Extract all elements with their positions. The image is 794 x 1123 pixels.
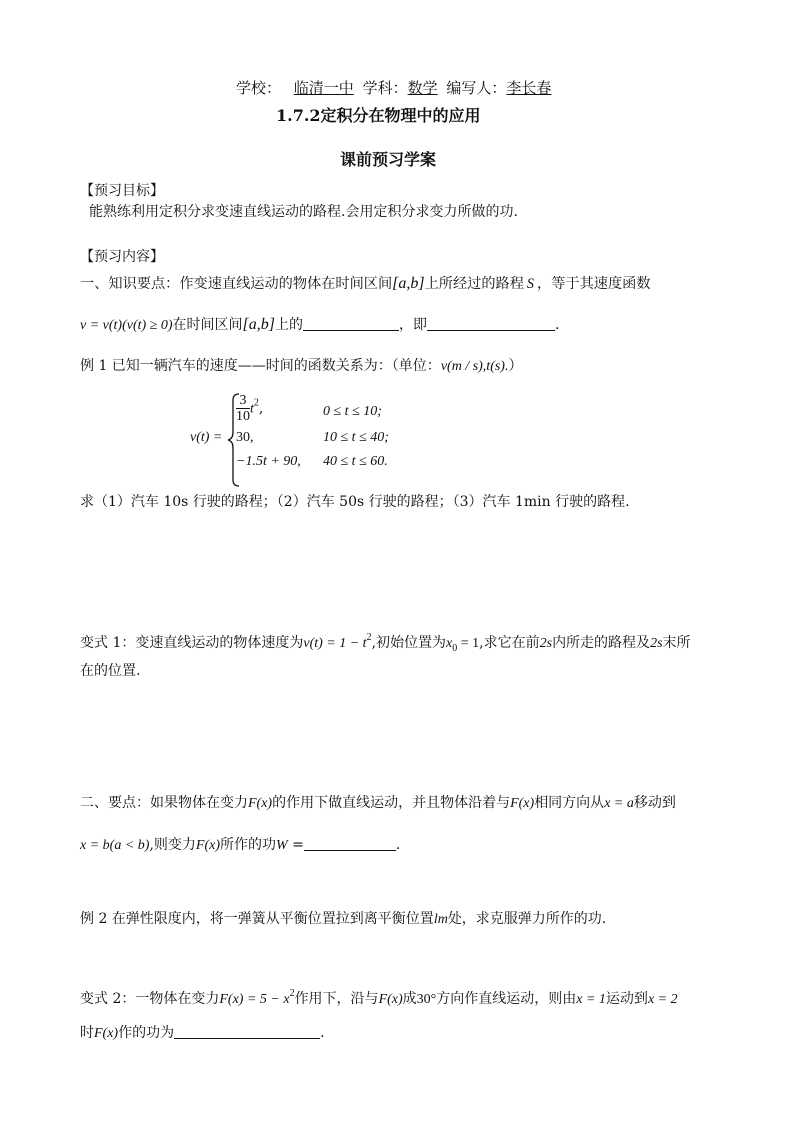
author-label: 编写人： — [446, 79, 507, 97]
variant2-text-c: 成 — [402, 991, 417, 1007]
variant1-x0-sub: 0 — [452, 643, 458, 654]
variant1-text-b: ,初始位置为 — [371, 635, 447, 651]
variant2-line2 — [80, 1023, 325, 1044]
case1-sep: , — [258, 400, 264, 417]
variant1-velocity-exp: 2 — [366, 632, 372, 643]
variant2-text-a: 变式 2：一物体在变力 — [80, 991, 220, 1007]
author-name: 李长春 — [506, 79, 552, 97]
piecewise-lhs: v(t) = — [190, 430, 223, 445]
blank-2[interactable] — [427, 316, 555, 331]
point2-line2 — [80, 835, 400, 856]
variant1-x0-val: = 1 — [457, 636, 480, 651]
blank-1[interactable] — [303, 316, 399, 331]
example2-text-a: 例 2 在弹性限度内，将一弹簧从平衡位置拉到离平衡位置 — [80, 911, 434, 927]
variant2-text-h: . — [320, 1025, 325, 1041]
point1-text-e: 上的 — [274, 317, 303, 333]
variant1-text-e: 末所 — [662, 635, 691, 651]
fraction-denominator: 10 — [236, 409, 250, 424]
fraction-numerator: 3 — [236, 393, 250, 409]
point2-force: F(x) — [248, 796, 273, 811]
variant2-text-d: 方向作直线运动，则由 — [436, 991, 577, 1007]
velocity-def: v = v(t)(v(t) ≥ 0) — [80, 318, 173, 333]
example1-lead — [80, 356, 522, 377]
interval-ab: [a,b] — [392, 275, 425, 292]
point1-text-d: 在时间区间 — [172, 317, 243, 333]
point1-text-f: ，即 — [398, 317, 427, 333]
variant2-angle: 30° — [416, 992, 437, 1007]
variant1-text-a: 变式 1：变速直线运动的物体速度为 — [80, 635, 304, 651]
point1-text-a: 一、知识要点：作变速直线运动的物体在时间区间 — [80, 276, 393, 292]
subject-name: 数学 — [407, 79, 438, 97]
piecewise-case-1-cond: 0 ≤ t ≤ 10; — [323, 404, 382, 419]
variant2-force: F(x) — [378, 992, 403, 1007]
piecewise-case-2-cond: 10 ≤ t ≤ 40; — [323, 430, 389, 445]
school-name: 临清一中 — [293, 79, 354, 97]
piecewise-case-1-expr — [236, 393, 263, 424]
variant2-text-b: 作用下，沿与 — [294, 991, 379, 1007]
point2-xb: x = b(a < b) — [80, 838, 150, 853]
variant1-text-d: 内所走的路程及 — [552, 635, 651, 651]
point2-text-f: 所作的功 — [219, 837, 276, 853]
example2-text-b: 处，求克服弹力所作的功. — [447, 911, 607, 927]
doc-header — [236, 78, 551, 98]
piecewise-case-3-cond: 40 ≤ t ≤ 60. — [323, 454, 388, 469]
case1-expr: t — [250, 401, 254, 417]
point2-text-h: . — [395, 837, 401, 853]
variant1-text-c: ,求它在前 — [479, 635, 540, 651]
variant2-x1: x = 1 — [576, 992, 606, 1007]
example2 — [80, 909, 606, 930]
variant1-velocity: v(t) = 1 − t — [303, 636, 367, 651]
variant2-force-def: F(x) = 5 − x — [219, 992, 290, 1007]
point1-text-c: ，等于其速度函数 — [537, 276, 651, 292]
fraction-3-10 — [236, 393, 250, 424]
blank-3[interactable] — [304, 836, 396, 851]
variant1-line1 — [80, 628, 691, 659]
point2-text-e: ,则变力 — [149, 837, 196, 853]
point1-text-b: 上所经过的路程 — [424, 276, 524, 292]
distance-symbol: S — [526, 276, 535, 292]
subject-label: 学科： — [362, 79, 408, 97]
point1-line1 — [80, 274, 651, 294]
variant2-x2: x = 2 — [647, 992, 678, 1007]
point2-work: W — [275, 838, 288, 853]
blank-4[interactable] — [174, 1024, 320, 1039]
point2-text-c: 相同方向从 — [534, 795, 605, 811]
point1-text-g: . — [554, 317, 560, 333]
variant2-text-g: 作的功为 — [118, 1025, 175, 1041]
page-subtitle: 课前预习学案 — [340, 150, 437, 169]
point2-line1 — [80, 793, 676, 814]
variant2-force-2: F(x) — [94, 1026, 119, 1041]
school-label: 学校： — [236, 79, 282, 97]
piecewise-case-3-expr: −1.5t + 90, — [236, 454, 301, 469]
page-title: 1.7.2定积分在物理中的应用 — [276, 106, 481, 125]
variant2-force-exp: 2 — [289, 988, 295, 999]
example2-length: lm — [433, 912, 448, 927]
point2-text-b: 的作用下做直线运动，并且物体沿着与 — [272, 795, 511, 811]
point1-line2 — [80, 315, 559, 336]
content-heading: 【预习内容】 — [80, 249, 164, 265]
example1-question: 求（1）汽车 10s 行驶的路程；（2）汽车 50s 行驶的路程；（3）汽车 1min 行驶的路程. — [80, 494, 630, 510]
variant1-x0: x — [446, 636, 453, 651]
variant1-time: 2s — [539, 636, 553, 651]
point2-xa: x = a — [604, 796, 634, 811]
point2-text-d: 移动到 — [633, 795, 676, 811]
point2-force-3: F(x) — [195, 838, 220, 853]
variant2-line1 — [80, 984, 678, 1010]
variant1-line2: 在的位置. — [80, 663, 141, 679]
point2-text-g: = — [287, 837, 304, 853]
goal-heading: 【预习目标】 — [80, 183, 164, 199]
example1-lead-text: 例 1 已知一辆汽车的速度——时间的函数关系为：（单位： — [80, 358, 441, 374]
variant2-text-e: 运动到 — [605, 991, 648, 1007]
example1-units: v(m / s),t(s). — [440, 359, 509, 374]
variant1-time-2: 2s — [650, 636, 663, 651]
interval-ab-2: [a,b] — [242, 316, 275, 333]
goal-text: 能熟练利用定积分求变速直线运动的路程.会用定积分求变力所做的功. — [89, 204, 518, 220]
point2-text-a: 二、要点：如果物体在变力 — [80, 795, 248, 811]
example1-lead-end: ） — [508, 358, 523, 374]
point2-force-2: F(x) — [510, 796, 535, 811]
variant2-text-f: 时 — [80, 1025, 94, 1041]
piecewise-case-2-expr: 30, — [236, 430, 254, 445]
case1-exp: 2 — [253, 397, 259, 409]
